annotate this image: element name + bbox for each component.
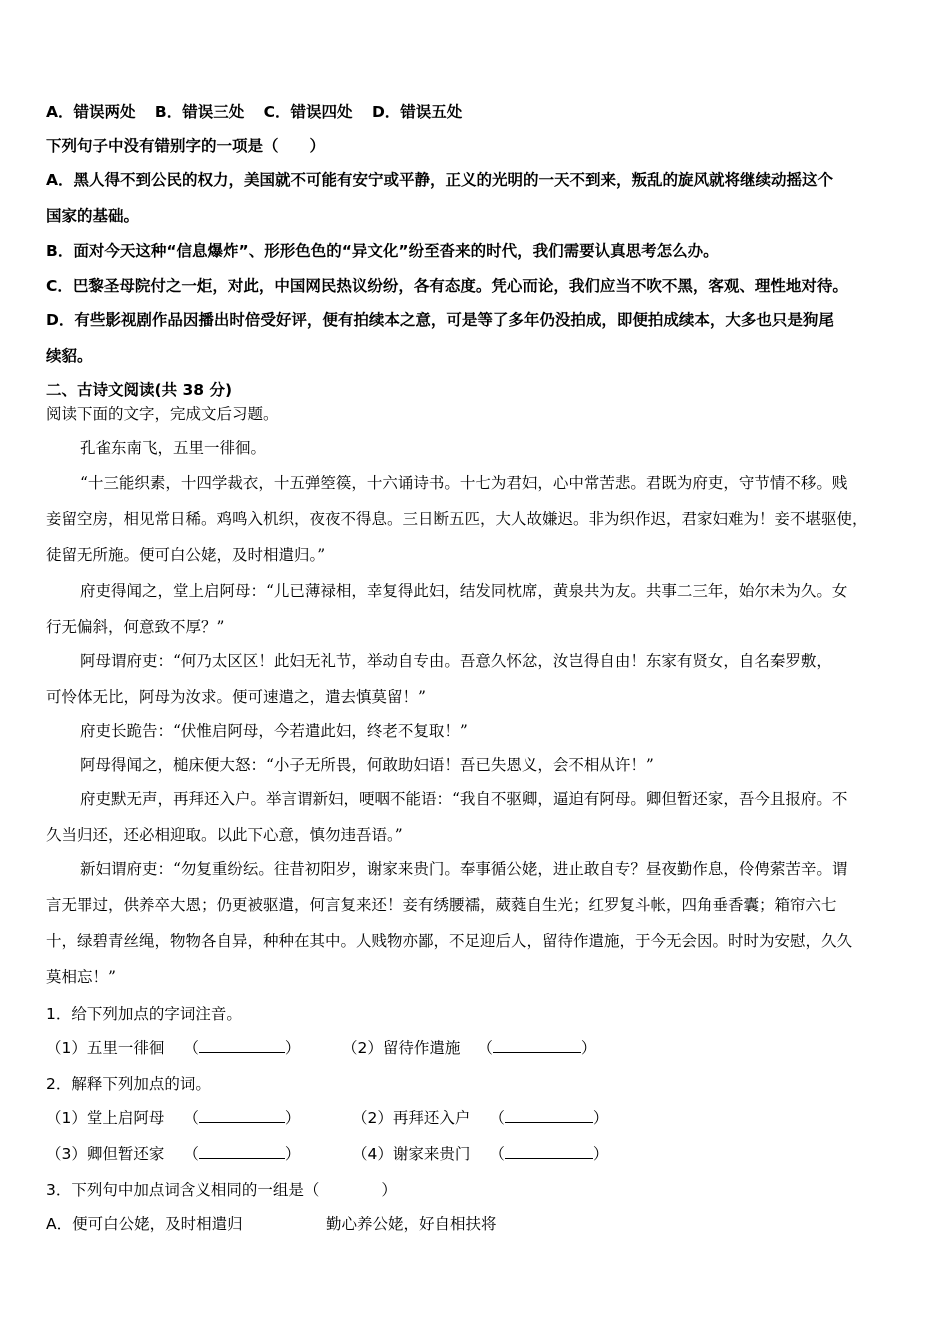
q2-item-2 [352, 1108, 608, 1128]
q2-item-3 [46, 1144, 300, 1164]
top-options-row [46, 102, 462, 122]
q1-item-2-text: （2）留待作遣施 [342, 1039, 461, 1057]
passage-line: 阿母谓府吏：“何乃太区区！此妇无礼节，举动自专由。吾意久怀忿，汝岂得自由！东家有贤女，自名秦罗敷， [80, 652, 832, 670]
passage-line: 徒留无所施。便可白公姥，及时相遣归。” [46, 546, 326, 564]
q2-stem: 2．解释下列加点的词。 [46, 1075, 211, 1093]
option-c: C．错误四处 [263, 103, 353, 121]
q2-item-1-open: （ [183, 1109, 199, 1127]
q1-item-2-open: （ [477, 1039, 493, 1057]
q1-answer-blank-2[interactable] [493, 1038, 581, 1053]
q3-stem: 3．下列句中加点词含义相同的一组是（ ） [46, 1181, 397, 1199]
option-b: B．错误三处 [154, 103, 245, 121]
q1-item-2-close: ） [580, 1039, 597, 1057]
typo-option-c: C．巴黎圣母院付之一炬，对此，中国网民热议纷纷，各有态度。凭心而论，我们应当不吹不黑，客观、理性地对待。 [46, 277, 848, 295]
q2-item-3-text: （3）卿但暂还家 [46, 1145, 165, 1163]
section-heading: 二、古诗文阅读(共 38 分) [46, 381, 233, 399]
passage-line: 孔雀东南飞，五里一徘徊。 [80, 439, 267, 457]
passage-line: 十，绿碧青丝绳，物物各自异，种种在其中。人贱物亦鄙，不足迎后人，留待作遣施，于今无会因。时时为安慰，久久 [46, 932, 853, 950]
typo-option-d-line1: D．有些影视剧作品因播出时倍受好评，便有拍续本之意，可是等了多年仍没拍成，即便拍成续本，大多也只是狗尾 [46, 311, 834, 329]
section-instruction: 阅读下面的文字，完成文后习题。 [46, 405, 279, 423]
q1-item-1-close: ） [284, 1039, 301, 1057]
q1-item-2 [342, 1038, 596, 1058]
q2-item-1-text: （1）堂上启阿母 [46, 1109, 165, 1127]
typo-option-a-line1: A．黑人得不到公民的权力，美国就不可能有安宁或平静，正义的光明的一天不到来，叛乱的旋风就将继续动摇这个 [46, 171, 833, 189]
q3-option-a-right: 勤心养公姥，好自相扶将 [326, 1215, 497, 1233]
q2-answer-blank-1[interactable] [199, 1108, 285, 1123]
passage-line: 莫相忘！” [46, 968, 116, 986]
passage-line: 府吏长跪告：“伏惟启阿母，今若遣此妇，终老不复取！” [80, 722, 468, 740]
q2-item-3-close: ） [284, 1145, 301, 1163]
q1-stem: 1．给下列加点的字词注音。 [46, 1005, 242, 1023]
option-d: D．错误五处 [371, 103, 463, 121]
passage-line: 府吏得闻之，堂上启阿母：“儿已薄禄相，幸复得此妇，结发同枕席，黄泉共为友。共事二三年，始尔未为久。女 [80, 582, 848, 600]
q2-item-4 [352, 1144, 608, 1164]
q2-answer-blank-2[interactable] [505, 1108, 593, 1123]
q2-item-2-close: ） [592, 1109, 609, 1127]
q2-item-1 [46, 1108, 300, 1128]
q2-item-4-open: （ [489, 1145, 505, 1163]
passage-line: 妾留空房，相见常日稀。鸡鸣入机织，夜夜不得息。三日断五匹，大人故嫌迟。非为织作迟，君家妇难为！妾不堪驱使， [46, 510, 868, 528]
passage-line: 久当归还，还必相迎取。以此下心意，慎勿违吾语。” [46, 826, 403, 844]
passage-line: 新妇谓府吏：“勿复重纷纭。往昔初阳岁，谢家来贵门。奉事循公姥，进止敢自专？昼夜勤作息，伶俜萦苦辛。谓 [80, 860, 848, 878]
q1-item-1-text: （1）五里一徘徊 [46, 1039, 165, 1057]
typo-option-a-line2: 国家的基础。 [46, 207, 140, 225]
q1-item-1 [46, 1038, 300, 1058]
q3-option-a-left: A．便可白公姥，及时相遣归 [46, 1215, 243, 1233]
q1-answer-blank-1[interactable] [199, 1038, 285, 1053]
q1-item-1-open: （ [183, 1039, 199, 1057]
q2-item-4-text: （4）谢家来贵门 [352, 1145, 471, 1163]
typo-option-d-line2: 续貂。 [46, 347, 93, 365]
option-a: A．错误两处 [46, 103, 136, 121]
q2-answer-blank-4[interactable] [505, 1144, 593, 1159]
passage-line: 可怜体无比，阿母为汝求。便可速遣之，遣去慎莫留！” [46, 688, 426, 706]
passage-line: 行无偏斜，何意致不厚？” [46, 618, 225, 636]
typo-option-b: B．面对今天这种“信息爆炸”、形形色色的“异文化”纷至沓来的时代，我们需要认真思考怎么办。 [46, 242, 719, 260]
q2-item-1-close: ） [284, 1109, 301, 1127]
passage-line: 府吏默无声，再拜还入户。举言谓新妇，哽咽不能语：“我自不驱卿，逼迫有阿母。卿但暂还家，吾今且报府。不 [80, 790, 848, 808]
q2-answer-blank-3[interactable] [199, 1144, 285, 1159]
passage-line: “十三能织素，十四学裁衣，十五弹箜篌，十六诵诗书。十七为君妇，心中常苦悲。君既为府吏，守节情不移。贱 [80, 474, 848, 492]
q2-item-4-close: ） [592, 1145, 609, 1163]
passage-line: 言无罪过，供养卒大恩；仍更被驱遣，何言复来还！妾有绣腰襦，葳蕤自生光；红罗复斗帐，四角垂香囊；箱帘六七 [46, 896, 837, 914]
passage-line: 阿母得闻之，槌床便大怒：“小子无所畏，何敢助妇语！吾已失恩义，会不相从许！” [80, 756, 654, 774]
typo-question-stem: 下列句子中没有错别字的一项是（ ） [46, 137, 326, 155]
q2-item-2-text: （2）再拜还入户 [352, 1109, 471, 1127]
q2-item-3-open: （ [183, 1145, 199, 1163]
q2-item-2-open: （ [489, 1109, 505, 1127]
